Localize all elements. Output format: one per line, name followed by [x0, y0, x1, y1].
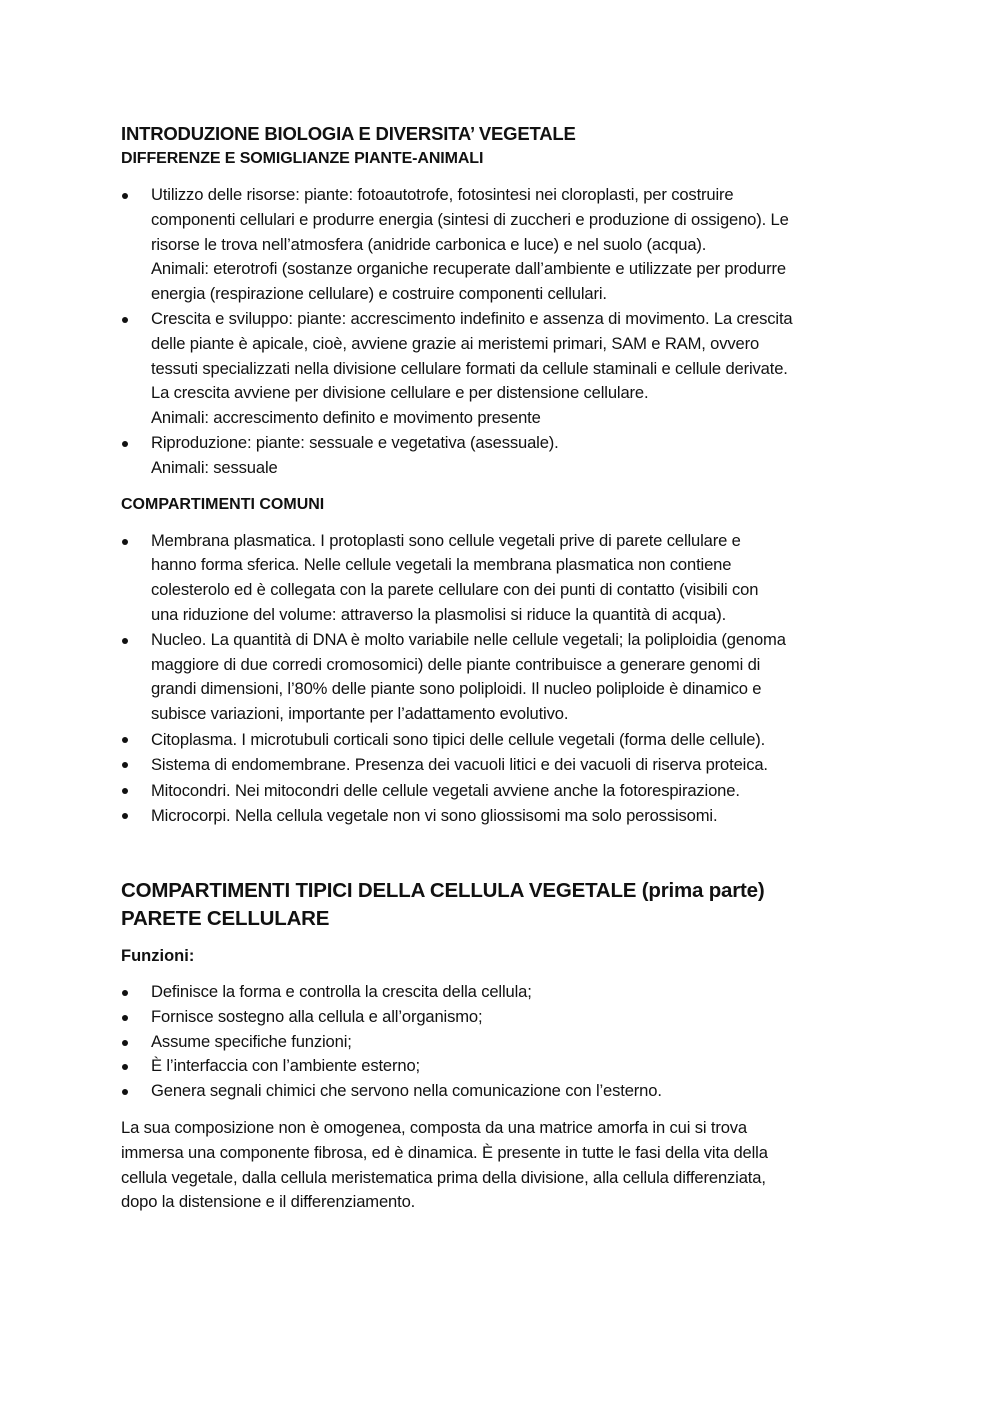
item-line: colesterolo ed è collegata con la parete cellulare con dei punti di contatto (visibili con: [151, 580, 759, 600]
list-item: [121, 1005, 891, 1030]
item-line: La crescita avviene per divisione cellulare e per distensione cellulare.: [151, 383, 649, 403]
bullet-icon: [122, 441, 128, 447]
item-line: Animali: accrescimento definito e movimento presente: [151, 408, 541, 428]
list-item: [121, 727, 891, 753]
paragraph-line: dopo la distensione e il differenziamento.: [121, 1192, 416, 1212]
section1-subtitle: DIFFERENZE E SOMIGLIANZE PIANTE-ANIMALI: [121, 150, 484, 167]
section1-title: INTRODUZIONE BIOLOGIA E DIVERSITA’ VEGETALE: [121, 123, 576, 144]
item-line: subisce variazioni, importante per l’adattamento evolutivo.: [151, 704, 569, 724]
section-spacer: [121, 829, 891, 877]
functions-label: Funzioni:: [121, 946, 195, 965]
item-line: componenti cellulari e produrre energia (sintesi di zuccheri e produzione di ossigeno). Le: [151, 209, 789, 229]
item-line: Membrana plasmatica. I protoplasti sono cellule vegetali prive di parete cellulare e: [151, 530, 741, 550]
list-item: [121, 307, 891, 431]
paragraph-line: cellula vegetale, dalla cellula meristematica prima della divisione, alla cellula differenziata,: [121, 1167, 766, 1187]
document-page: [121, 122, 891, 1215]
list-item: [121, 529, 891, 628]
item-line: Assume specifiche funzioni;: [151, 1031, 352, 1051]
list-item: [121, 980, 891, 1005]
section3-list: [121, 980, 891, 1104]
item-line: Animali: sessuale: [151, 457, 278, 477]
list-item: [121, 431, 891, 481]
item-line: Definisce la forma e controlla la crescita della cellula;: [151, 981, 532, 1001]
item-line: maggiore di due corredi cromosomici) delle piante contribuisce a generare genomi di: [151, 654, 761, 674]
item-line: Sistema di endomembrane. Presenza dei vacuoli litici e dei vacuoli di riserva proteica.: [151, 755, 768, 775]
item-line: Nucleo. La quantità di DNA è molto variabile nelle cellule vegetali; la poliploidia (genoma: [151, 629, 786, 649]
list-item: [121, 1079, 891, 1104]
bullet-icon: [122, 1064, 128, 1070]
item-line: delle piante è apicale, cioè, avviene grazie ai meristemi primari, SAM e RAM, ovvero: [151, 333, 760, 353]
bullet-icon: [122, 762, 128, 768]
item-line: Mitocondri. Nei mitocondri delle cellule vegetali avviene anche la fotorespirazione.: [151, 780, 740, 800]
list-item: [121, 778, 891, 804]
list-item: [121, 1054, 891, 1079]
item-line: Crescita e sviluppo: piante: accrescimento indefinito e assenza di movimento. La crescita: [151, 308, 793, 328]
section2-list: [121, 529, 891, 829]
list-item: [121, 1030, 891, 1055]
bullet-icon: [122, 317, 128, 323]
bullet-icon: [122, 737, 128, 743]
item-line: hanno forma sferica. Nelle cellule vegetali la membrana plasmatica non contiene: [151, 555, 732, 575]
bullet-icon: [122, 1040, 128, 1046]
list-item: [121, 752, 891, 778]
item-line: Fornisce sostegno alla cellula e all’organismo;: [151, 1006, 483, 1026]
bullet-icon: [122, 813, 128, 819]
item-line: Genera segnali chimici che servono nella comunicazione con l’esterno.: [151, 1081, 662, 1101]
bullet-icon: [122, 539, 128, 545]
list-item: [121, 628, 891, 727]
section3-title: COMPARTIMENTI TIPICI DELLA CELLULA VEGETALE (prima parte): [121, 878, 765, 902]
bullet-icon: [122, 788, 128, 794]
item-line: È l’interfaccia con l’ambiente esterno;: [151, 1056, 421, 1076]
body-paragraph: [121, 1116, 891, 1215]
section3-subtitle: PARETE CELLULARE: [121, 906, 330, 930]
item-line: una riduzione del volume: attraverso la plasmolisi si riduce la quantità di acqua).: [151, 604, 727, 624]
bullet-icon: [122, 193, 128, 199]
item-line: risorse le trova nell’atmosfera (anidride carbonica e luce) e nel suolo (acqua).: [151, 234, 707, 254]
paragraph-line: immersa una componente fibrosa, ed è dinamica. È presente in tutte le fasi della vita della: [121, 1142, 768, 1162]
item-line: Utilizzo delle risorse: piante: fotoautotrofe, fotosintesi nei cloroplasti, per costruire: [151, 185, 734, 204]
item-line: tessuti specializzati nella divisione cellulare formati da cellule staminali e cellule derivate.: [151, 358, 788, 378]
section2-title: COMPARTIMENTI COMUNI: [121, 495, 325, 513]
item-line: energia (respirazione cellulare) e costruire componenti cellulari.: [151, 284, 607, 304]
bullet-icon: [122, 1089, 128, 1095]
list-item: [121, 183, 891, 307]
list-item: [121, 803, 891, 829]
item-line: Animali: eterotrofi (sostanze organiche recuperate dall’ambiente e utilizzate per produrre: [151, 259, 786, 279]
item-line: grandi dimensioni, l’80% delle piante sono poliploidi. Il nucleo poliploide è dinamico e: [151, 679, 762, 699]
paragraph-line: La sua composizione non è omogenea, composta da una matrice amorfa in cui si trova: [121, 1117, 747, 1137]
item-line: Riproduzione: piante: sessuale e vegetativa (asessuale).: [151, 432, 559, 452]
bullet-icon: [122, 1015, 128, 1021]
section1-list: [121, 183, 891, 481]
item-line: Citoplasma. I microtubuli corticali sono tipici delle cellule vegetali (forma delle cellule).: [151, 729, 766, 749]
bullet-icon: [122, 990, 128, 996]
bullet-icon: [122, 638, 128, 644]
item-line: Microcorpi. Nella cellula vegetale non vi sono gliossisomi ma solo perossisomi.: [151, 806, 718, 826]
